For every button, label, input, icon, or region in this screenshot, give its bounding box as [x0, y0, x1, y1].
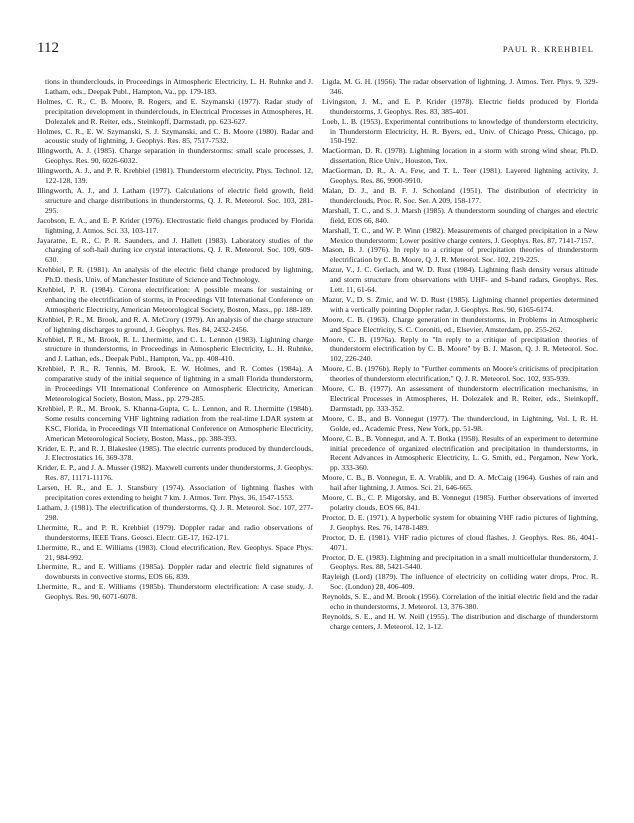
- reference-entry: Moore, C. B. (1976b). Reply to "Further comments on Moore's criticisms of precipitation theories of thunderstorm electrification," Q. J. R. Meteorol. Soc. 102, 935-939.: [322, 364, 598, 384]
- reference-entry: Lhermitte, R., and E. Williams (1985b). Thunderstorm electrification: A case study, J. Geophys. Res. 90, 6071-6078.: [37, 582, 313, 602]
- reference-entry: MacGorman, D. R. (1978). Lightning location in a storm with strong wind shear, Ph.D. dissertation, Rice Univ., Houston, Tex.: [322, 146, 598, 166]
- reference-entry: Lhermitte, R., and P. R. Krehbiel (1979). Doppler radar and radio observations of thunderstorms, IEEE Trans. Geosci. Electr. GE-17, 162-171.: [37, 522, 313, 542]
- reference-entry: tions in thunderclouds, in Proceedings in Atmospheric Electricity, L. H. Ruhnke and J. Latham, eds., Deepak Publ., Hampton, Va., pp. 179-183.: [45, 77, 313, 96]
- reference-entry: Lhermitte, R., and E. Williams (1985a). Doppler radar and electric field signatures of downbursts in convective storms, EOS 66, 839.: [37, 562, 313, 582]
- reference-entry: Reynolds, S. E., and M. Brook (1956). Correlation of the initial electric field and the radar echo in thunderstorms, J. Meteorol. 13, 376-380.: [322, 592, 598, 612]
- reference-entry: Mazur, V., J. C. Gerlach, and W. D. Rust (1984). Lightning flash density versus altitude and storm structure from observations with UHF- and S-band radars, Geophys. Res. Lett. 11, 61-64.: [322, 265, 598, 295]
- reference-entry: Mazur, V., D. S. Zrnic, and W. D. Rust (1985). Lightning channel properties determined with a vertically pointing Doppler radar, J. Geophys. Res. 90, 6165-6174.: [322, 294, 598, 314]
- reference-entry: Mason, B. J. (1976). In reply to a critique of precipitation theories of thunderstorm electrification by C. B. Moore, Q. J. R. Meteorol. Soc. 102, 219-225.: [322, 245, 598, 265]
- reference-entry: Marshall, T. C., and W. P. Winn (1982). Measurements of charged precipitation in a New Mexico thunderstorm: Lower positive charge centers, J. Geophys. Res. 87, 7141-7157.: [322, 225, 598, 245]
- page-header: [37, 40, 594, 60]
- reference-entry: Illingworth, A. J. (1985). Charge separation in thunderstorms: small scale processes, J. Geophys. Res. 90, 6026-6032.: [37, 146, 313, 166]
- reference-entry: MacGorman, D. R., A. A. Few, and T. L. Teer (1981). Layered lightning activity, J. Geophys. Res. 86, 9900-9910.: [322, 166, 598, 186]
- reference-entry: Illingworth, A. J., and P. R. Krehbiel (1981). Thunderstorm electricity, Phys. Technol. 12, 122-128, 139.: [37, 166, 313, 186]
- reference-entry: Holmes, C. R., C. B. Moore, R. Rogers, and E. Szymanski (1977). Radar study of precipitation development in thunderclouds, in Electrical Processes in Atmospheres, H. Dolezalek and R. Reiter, eds., Steinkopff, Darmstadt, pp. 623-627.: [37, 96, 313, 126]
- reference-entry: Krehbiel, P. R. (1981). An analysis of the electric field change produced by lightning, Ph.D. thesis, Univ. of Manchester Institute of Science and Technology.: [37, 265, 313, 285]
- reference-entry: Ligda, M. G. H. (1956). The radar observation of lightning, J. Atmos. Terr. Phys. 9, 329-346.: [322, 77, 598, 96]
- reference-entry: Lhermitte, R., and E. Williams (1983). Cloud electrification, Rev. Geophys. Space Phys. 21, 984-992.: [37, 542, 313, 562]
- reference-entry: Livingston, J. M., and E. P. Krider (1978). Electric fields produced by Florida thunderstorms, J. Geophys. Res. 83, 385-401.: [322, 96, 598, 116]
- reference-entry: Krider, E. P., and R. J. Blakeslee (1985). The electric currents produced by thunderclouds, J. Electrostatics 16, 369-378.: [37, 443, 313, 463]
- reference-entry: Jayaratne, E. R., C. P. R. Saunders, and J. Hallett (1983). Laboratory studies of the charging of soft-hail during ice crystal interactions, Q. J. R. Meteorol. Soc. 109, 609-630.: [37, 235, 313, 265]
- reference-entry: Illingworth, A. J., and J. Latham (1977). Calculations of electric field growth, field structure and charge distributions in thunderstorms, Q. J. R. Meteorol. Soc. 103, 281-295.: [37, 185, 313, 215]
- reference-entry: Malan, D. J., and B. F. J. Schonland (1951). The distribution of electricity in thunderclouds, Proc. R. Soc. Ser. A 209, 158-177.: [322, 185, 598, 205]
- reference-entry: Proctor, D. E. (1971). A hyperbolic system for obtaining VHF radio pictures of lightning, J. Geophys. Res. 76, 1478-1489.: [322, 512, 598, 532]
- reference-entry: Krehbiel, P. R., M. Brook, R. L. Lhermitte, and C. L. Lennon (1983). Lightning charge structure in thunderstorms, in Proceedings in Atmospheric Electricity, L. H. Ruhnke, and J. Lathan, eds., Deepak Publ., Hampton, Va., pp. 408-410.: [37, 334, 313, 364]
- reference-entry: Reynolds, S. E., and H. W. Neill (1955). The distribution and discharge of thunderstorm charge centers, J. Meteorol. 12, 1-12.: [322, 611, 598, 631]
- reference-entry: Krehbiel, P. R., R. Tennis, M. Brook, E. W. Holmes, and R. Comes (1984a). A comparative study of the initial sequence of lightning in a small Florida thunderstorm, in Proceedings VII International Conference on Atmospheric Electricity, American Meteorological Society, Boston, Mass., pp. 279-285.: [37, 364, 313, 403]
- reference-entry: Krehbiel, P. R. (1984). Corona electrification: A possible means for sustaining or enhancing the electrification of storms, in Proceedings VII International Conference on Atmospheric Electricity, American Meteorological Society, Boston, Mass., pp. 188-189.: [37, 285, 313, 314]
- reference-entry: Proctor, D. E. (1981). VHF radio pictures of cloud flashes, J. Geophys. Res. 86, 4041-4071.: [322, 532, 598, 552]
- page-number: 112: [37, 40, 59, 56]
- reference-entry: Moore, C. B., and B. Vonnegut (1977). The thundercloud, in Lightning, Vol. I, R. H. Golde, ed., Academic Press, New York, pp. 51-98.: [322, 413, 598, 433]
- reference-entry: Rayleigh (Lord) (1879). The influence of electricity on colliding water drops, Proc. R. Soc. (London) 28, 406-409.: [322, 572, 598, 592]
- reference-entry: Larsen, H. R., and E. J. Stansbury (1974). Association of lightning flashes with precipitation cores extending to height 7 km. J. Atmos. Terr. Phys. 36, 1547-1553.: [37, 483, 313, 503]
- reference-entry: Moore, C. B., B. Vonnegut, E. A. Vrablik, and D. A. McCaig (1964). Gushes of rain and hail after lightning, J. Atmos. Sci. 21, 646-665.: [322, 473, 598, 493]
- reference-entry: Jacobson, E. A., and E. P. Krider (1976). Electrostatic field changes produced by Florida lightning, J. Atmos. Sci. 33, 103-117.: [37, 215, 313, 235]
- running-head: PAUL R. KREHBIEL: [502, 44, 594, 54]
- reference-entry: Krider, E. P., and J. A. Musser (1982). Maxwell currents under thunderstorms, J. Geophys. Res. 87, 11171-11176.: [37, 463, 313, 483]
- references-left-column: [37, 77, 313, 602]
- reference-entry: Proctor, D. E. (1983). Lightning and precipitation in a small multicellular thunderstorm, J. Geophys. Res. 88, 5421-5440.: [322, 552, 598, 572]
- reference-entry: Holmes, C. R., E. W. Szymanski, S. J. Szymanski, and C. B. Moore (1980). Radar and acoustic study of lightning, J. Geophys. Res. 85, 7517-7532.: [37, 126, 313, 146]
- references-right-column: [322, 77, 598, 632]
- reference-entry: Loeb, L. B. (1953). Experimental contributions to knowledge of thunderstorm electricity, in Thunderstorm Electricity, H. R. Byers, ed., Univ. of Chicago Press, Chicago, pp. 150-192.: [322, 116, 598, 146]
- reference-entry: Moore, C. B. (1977). An assessment of thunderstorm electrification mechanisms, in Electrical Processes in Atmospheres, H. Dolezalek and R. Reiter, eds., Steinkopff, Darmstadt, pp. 333-352.: [322, 384, 598, 413]
- reference-entry: Marshall, T. C., and S. J. Marsh (1985). A thunderstorm sounding of charges and electric field, EOS 66, 840.: [322, 205, 598, 225]
- reference-entry: Krehbiel, P. R., M. Brook, S. Khanna-Gupta, C. L. Lennon, and R. Lhermitte (1984b). Some results concerning VHF lightning radiation from the real-time LDAR system at KSC, Florida, in Proceedings VII International Conference on Atmospheric Electricity, American Meteorological Society, Boston, Mass., pp. 388-393.: [37, 403, 313, 443]
- reference-entry: Moore, C. B., C. P. Migotsky, and B. Vonnegut (1985). Further observations of inverted polarity clouds, EOS 66, 841.: [322, 493, 598, 512]
- reference-entry: Moore, C. B. (1963). Charge generation in thunderstorms, in Problems in Atmospheric and Space Electricity, S. C. Coroniti, ed., Elsevier, Amsterdam, pp. 255-262.: [322, 314, 598, 334]
- reference-entry: Moore, C. B., B. Vonnegut, and A. T. Botka (1958). Results of an experiment to determine initial precedence of organized electrification and precipitation in thunderstorms, in Recent Advances in Atmospheric Electricity, L. G. Smith, ed., Pergamon, New York, pp. 333-360.: [322, 433, 598, 473]
- reference-entry: Krehbiel, P. R., M. Brook, and R. A. McCrory (1979). An analysis of the charge structure of lightning discharges to ground, J. Geophys. Res. 84, 2432-2456.: [37, 314, 313, 334]
- reference-entry: Latham, J. (1981). The electrification of thunderstorms, Q. J. R. Meteorol. Soc. 107, 277-298.: [37, 502, 313, 522]
- reference-entry: Moore, C. B. (1976a). Reply to "In reply to a critique of precipitation theories of thunderstorm electrification by C. B. Moore" by B. J. Mason, Q. J. R. Meteorol. Soc. 102, 226-240.: [322, 334, 598, 364]
